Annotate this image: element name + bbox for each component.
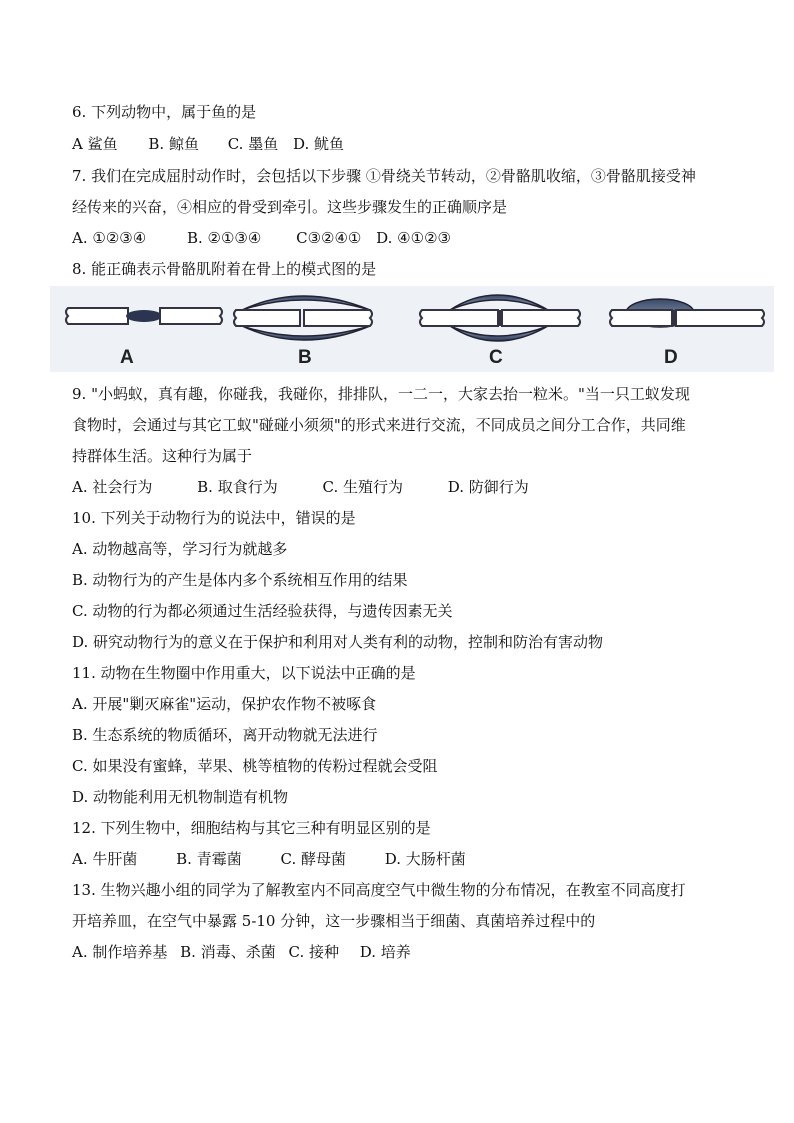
- option: A. 牛肝菌: [72, 850, 138, 868]
- bone-right: [160, 308, 222, 324]
- option: B. ②①③④: [186, 229, 262, 247]
- muscle-top: [242, 296, 370, 310]
- question-9-stem-line-2: 食物时，会通过与其它工蚁"碰碰小须须"的形式来进行交流，不同成员之间分工合作，共同维: [72, 416, 686, 434]
- question-10-stem: 10. 下列关于动物行为的说法中，错误的是: [72, 509, 356, 527]
- question-7-stem-line-1: 7. 我们在完成屈肘动作时，会包括以下步骤 ①骨绕关节转动，②骨骼肌收缩，③骨骼肌接受神: [72, 167, 696, 185]
- question-10-option-b: B. 动物行为的产生是体内多个系统相互作用的结果: [72, 571, 408, 589]
- figure-label-b: B: [298, 347, 312, 368]
- muscle-bottom: [242, 326, 370, 340]
- figure-label-a: A: [120, 347, 134, 368]
- question-8-stem: 8. 能正确表示骨骼肌附着在骨上的模式图的是: [72, 260, 377, 278]
- option: D. 培养: [359, 943, 411, 961]
- option: C③②④①: [296, 229, 362, 247]
- diagram-c: [420, 295, 580, 341]
- question-11-option-c: C. 如果没有蜜蜂，苹果、桃等植物的传粉过程就会受阻: [72, 757, 438, 775]
- muscle-top: [450, 295, 548, 310]
- bone-right: [676, 310, 764, 326]
- muscle-bottom: [450, 326, 548, 341]
- bone-left: [610, 310, 672, 326]
- muscle-a: [126, 310, 162, 322]
- bone-left: [234, 310, 300, 326]
- diagram-d: [610, 299, 764, 327]
- option: B. 消毒、杀菌: [180, 943, 276, 961]
- question-6-options: [72, 134, 732, 154]
- question-11-option-b: B. 生态系统的物质循环，离开动物就无法进行: [72, 726, 378, 744]
- question-13-stem-line-1: 13. 生物兴趣小组的同学为了解教室内不同高度空气中微生物的分布情况，在教室不同高度打: [72, 881, 686, 899]
- figure-label-d: D: [664, 347, 678, 368]
- question-12-stem: 12. 下列生物中，细胞结构与其它三种有明显区别的是: [72, 819, 431, 837]
- option: A 鲨鱼: [72, 135, 118, 153]
- question-6-stem: 6. 下列动物中，属于鱼的是: [72, 103, 257, 121]
- figure-label-c: C: [489, 347, 503, 368]
- option: C. 酵母菌: [280, 850, 346, 868]
- option: B. 鲸鱼: [148, 135, 199, 153]
- diagram-a: [66, 308, 222, 324]
- question-11-stem: 11. 动物在生物圈中作用重大，以下说法中正确的是: [72, 664, 416, 682]
- option: C. 接种: [288, 943, 339, 961]
- option: D. 鱿鱼: [293, 135, 345, 153]
- question-7-options: [72, 228, 732, 248]
- question-12-options: [72, 849, 732, 869]
- question-7-stem-line-2: 经传来的兴奋，④相应的骨受到牵引。这些步骤发生的正确顺序是: [72, 198, 508, 216]
- question-11-option-a: A. 开展"剿灭麻雀"运动，保护农作物不被啄食: [72, 695, 377, 713]
- diagram-b: [234, 296, 372, 340]
- question-13-stem-line-2: 开培养皿，在空气中暴露 5-10 分钟，这一步骤相当于细菌、真菌培养过程中的: [72, 912, 596, 930]
- bone-right: [304, 310, 372, 326]
- question-9-stem-line-1: 9. "小蚂蚁，真有趣，你碰我，我碰你，排排队，一二一，大家去抬一粒米。"当一只工蚁发现: [72, 385, 690, 403]
- option: B. 取食行为: [197, 478, 278, 496]
- bone-left: [66, 308, 128, 324]
- option: A. 制作培养基: [72, 943, 168, 961]
- option: C. 生殖行为: [322, 478, 403, 496]
- question-9-options: [72, 477, 732, 497]
- option: C. 墨鱼: [227, 135, 279, 153]
- question-10-option-c: C. 动物的行为都必须通过生活经验获得，与遗传因素无关: [72, 602, 453, 620]
- option: A. ①②③④: [72, 229, 147, 247]
- option: B. 青霉菌: [176, 850, 242, 868]
- question-10-option-d: D. 研究动物行为的意义在于保护和利用对人类有利的动物，控制和防治有害动物: [72, 633, 604, 651]
- option: D. 防御行为: [447, 478, 529, 496]
- option: D. ④①②③: [376, 229, 451, 247]
- option: D. 大肠杆菌: [384, 850, 466, 868]
- option: A. 社会行为: [72, 478, 153, 496]
- question-10-option-a: A. 动物越高等，学习行为就越多: [72, 540, 288, 558]
- question-11-option-d: D. 动物能利用无机物制造有机物: [72, 788, 289, 806]
- question-9-stem-line-3: 持群体生活。这种行为属于: [72, 447, 253, 465]
- bone-left: [420, 310, 498, 326]
- bone-right: [502, 310, 580, 326]
- question-13-options: [72, 942, 732, 962]
